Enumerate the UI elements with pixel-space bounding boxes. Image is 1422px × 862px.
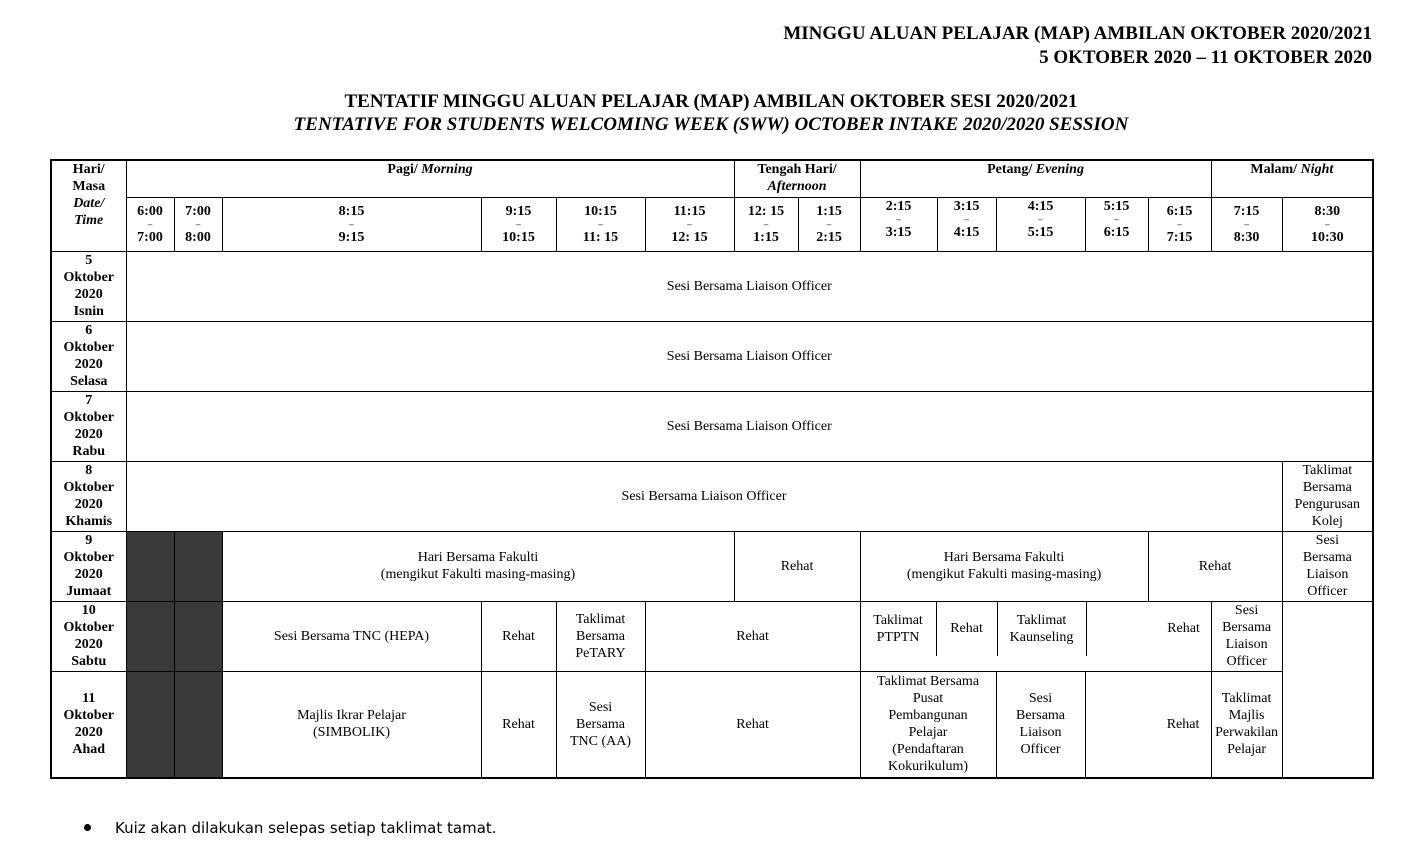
evening-block [860, 601, 1211, 671]
footnote [84, 819, 497, 837]
day-label: 5 Oktober 2020 Isnin [51, 251, 126, 321]
day-row [51, 461, 1373, 531]
time-slot: 2:15 – 3:15 [861, 198, 938, 251]
time-slot-pair [860, 197, 996, 251]
session-liaison: Sesi Bersama Liaison Officer [126, 461, 1282, 531]
time-slot: 1:15 – 2:15 [798, 197, 860, 251]
session-taklimat-kaunseling: Taklimat Kaunseling [998, 602, 1087, 656]
session-rehat: Rehat [645, 601, 860, 671]
day-label: 7 Oktober 2020 Rabu [51, 391, 126, 461]
time-slot: 8:15 – 9:15 [222, 197, 481, 251]
day-label: 8 Oktober 2020 Khamis [51, 461, 126, 531]
header-line-1: MINGGU ALUAN PELAJAR (MAP) AMBILAN OKTOBER 2020/2021 [783, 23, 1372, 44]
day-label: 9 Oktober 2020 Jumaat [51, 531, 126, 601]
session-rehat: Rehat [1167, 621, 1200, 636]
time-slot: 3:15 – 4:15 [953, 198, 980, 240]
blocked-slot [126, 601, 174, 671]
corner-date: Date/ [73, 196, 105, 211]
time-slot: 6:15 – 7:15 [1148, 197, 1211, 251]
blocked-slot [174, 601, 222, 671]
session-taklimat-ptptn: Taklimat PTPTN [861, 602, 937, 656]
session-pusat-pembangunan: Taklimat Bersama Pusat Pembangunan Pelajar (Pendaftaran Kokurikulum) [861, 672, 997, 777]
day-label: 11 Oktober 2020 Ahad [51, 671, 126, 778]
time-slot: 4:15 – 5:15 [997, 198, 1086, 251]
time-slot: 8:30 – 10:30 [1282, 197, 1373, 251]
day-row [51, 251, 1373, 321]
time-slot: 6:00 – 7:00 [126, 197, 174, 251]
day-label: 10 Oktober 2020 Sabtu [51, 601, 126, 671]
time-slot: 5:15 – 6:15 [1103, 198, 1130, 240]
session-liaison: Sesi Bersama Liaison Officer [126, 391, 1373, 461]
day-row [51, 531, 1373, 601]
session-rehat: Rehat [1166, 716, 1200, 732]
day-label: 6 Oktober 2020 Selasa [51, 321, 126, 391]
time-slot-pair [996, 197, 1148, 251]
blocked-slot [126, 531, 174, 601]
session-rehat: Rehat [645, 671, 860, 778]
session-hari-fakulti: Hari Bersama Fakulti (mengikut Fakulti masing-masing) [222, 531, 734, 601]
session-hari-fakulti: Hari Bersama Fakulti (mengikut Fakulti masing-masing) [860, 531, 1148, 601]
blocked-slot [174, 671, 222, 778]
session-tnc-hepa: Sesi Bersama TNC (HEPA) [222, 601, 481, 671]
time-slot: 7:00 – 8:00 [174, 197, 222, 251]
evening-block [860, 671, 1211, 778]
session-taklimat-pengurusan: Taklimat Bersama Pengurusan Kolej [1282, 461, 1373, 531]
corner-header [51, 160, 126, 251]
title-main: TENTATIF MINGGU ALUAN PELAJAR (MAP) AMBILAN OKTOBER SESI 2020/2021 [344, 91, 1078, 112]
period-evening: Petang/ Evening [860, 160, 1211, 197]
title-sub: TENTATIVE FOR STUDENTS WELCOMING WEEK (SWW) OCTOBER INTAKE 2020/2020 SESSION [293, 114, 1129, 135]
time-slot: 7:15 – 8:30 [1211, 197, 1282, 251]
time-row [51, 197, 1373, 251]
corner-hari: Hari/ [72, 162, 105, 177]
time-slot: 11:15 – 12: 15 [645, 197, 734, 251]
header-line-2: 5 OKTOBER 2020 – 11 OKTOBER 2020 [1039, 47, 1372, 68]
period-morning: Pagi/ Morning [126, 160, 734, 197]
day-row [51, 391, 1373, 461]
corner-masa: Masa [72, 179, 106, 194]
time-slot: 9:15 – 10:15 [481, 197, 556, 251]
bullet-icon [84, 824, 91, 831]
blocked-slot [174, 531, 222, 601]
session-rehat: Rehat [734, 531, 860, 601]
document-header [783, 22, 1372, 70]
session-ikrar: Majlis Ikrar Pelajar (SIMBOLIK) [222, 671, 481, 778]
session-rehat: Rehat [937, 602, 998, 656]
time-slot: 10:15 – 11: 15 [556, 197, 645, 251]
period-night: Malam/ Night [1211, 160, 1373, 197]
session-perwakilan: Taklimat Majlis Perwakilan Pelajar [1211, 671, 1282, 778]
footnote-text: Kuiz akan dilakukan selepas setiap taklimat tamat. [115, 819, 497, 837]
time-slot: 12: 15 – 1:15 [734, 197, 798, 251]
session-rehat: Rehat [481, 671, 556, 778]
session-liaison: Sesi Bersama Liaison Officer [126, 321, 1373, 391]
period-header-row [51, 160, 1373, 197]
session-liaison: Sesi Bersama Liaison Officer [997, 672, 1086, 777]
period-afternoon: Tengah Hari/ Afternoon [734, 160, 860, 197]
day-row [51, 321, 1373, 391]
session-rehat: Rehat [1148, 531, 1282, 601]
document-title [0, 90, 1422, 136]
session-tnc-aa: Sesi Bersama TNC (AA) [556, 671, 645, 778]
day-row [51, 671, 1373, 778]
schedule-table [50, 159, 1374, 779]
session-liaison: Sesi Bersama Liaison Officer [1282, 531, 1373, 601]
session-liaison: Sesi Bersama Liaison Officer [1211, 601, 1282, 671]
day-row [51, 601, 1373, 671]
session-rehat: Rehat [481, 601, 556, 671]
blocked-slot [126, 671, 174, 778]
session-taklimat-petary: Taklimat Bersama PeTARY [556, 601, 645, 671]
corner-time: Time [74, 213, 104, 228]
session-liaison: Sesi Bersama Liaison Officer [126, 251, 1373, 321]
